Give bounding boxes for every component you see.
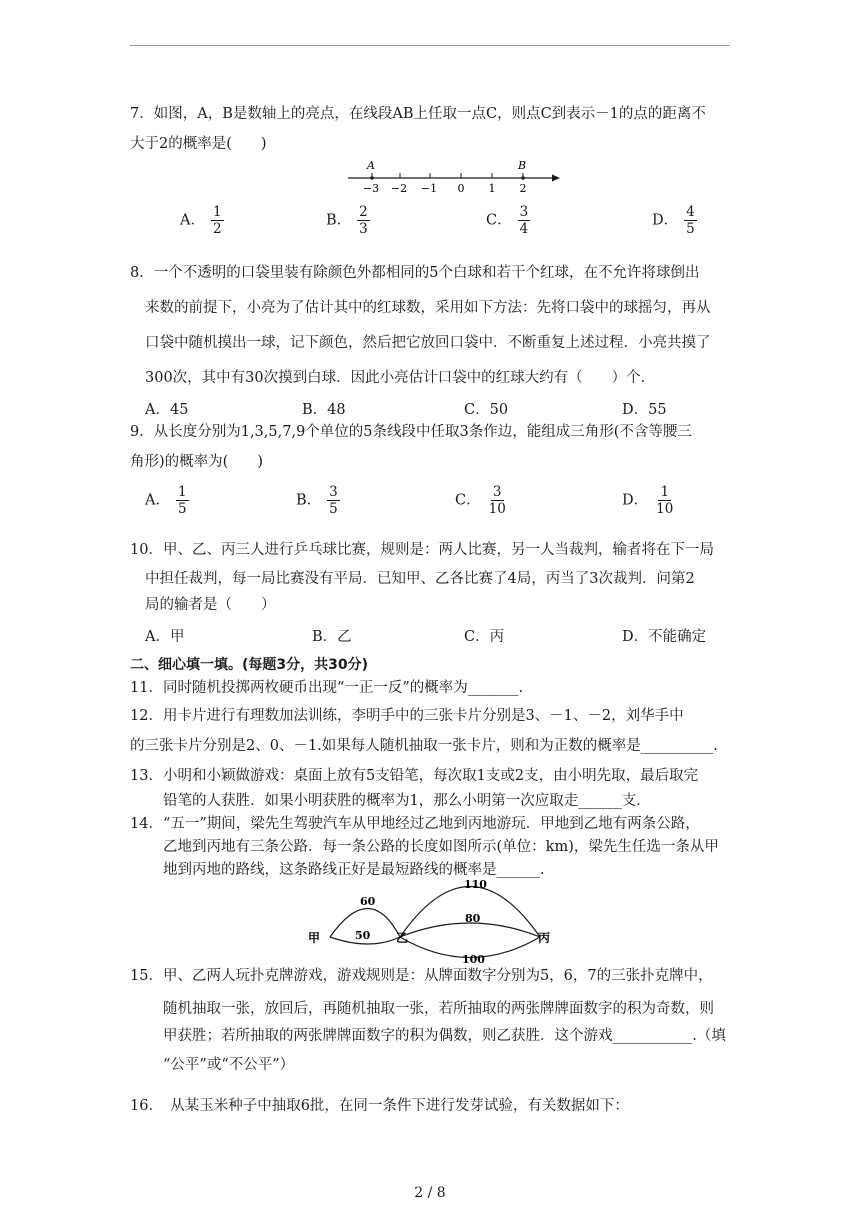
point-b-label: B: [517, 159, 527, 172]
distance-100-label: 100: [462, 953, 485, 966]
q10-text-line-3: 局的输者是（ ）: [145, 597, 276, 613]
q10-option-c: C．丙: [464, 629, 505, 645]
q12-text-line-1: 12．用卡片进行有理数加法训练，李明手中的三张卡片分别是3、－1、－2，刘华手中: [130, 708, 684, 724]
q10-option-b: B．乙: [312, 629, 352, 645]
q8-text-line-1: 8．一个不透明的口袋里装有除颜色外都相同的5个白球和若干个红球，在不允许将球倒出: [130, 265, 700, 281]
number-line-figure: [340, 158, 570, 200]
distance-80-label: 80: [465, 912, 481, 925]
number-line-ticks: [372, 173, 523, 178]
q16-text: 16． 从某玉米种子中抽取6批，在同一条件下进行发芽试验，有关数据如下：: [130, 1098, 629, 1114]
q10-option-a: A．甲: [145, 629, 185, 645]
number-line-arrow: [552, 175, 560, 182]
q15-text-line-1: 15．甲、乙两人玩扑克牌游戏，游戏规则是：从牌面数字分别为5，6，7的三张扑克牌中，: [130, 968, 713, 984]
q8-text-line-4: 300次，其中有30次摸到白球．因此小亮估计口袋中的红球大约有（ ）个．: [145, 370, 656, 386]
q8-option-b: B．48: [302, 402, 346, 418]
q11-text: 11．同时随机投掷两枚硬币出现“一正一反”的概率为_______.: [130, 680, 524, 696]
q9-text-line-2: 角形)的概率为( ): [130, 454, 263, 470]
q14-text-line-3: 地到丙地的路线，这条路线正好是最短路线的概率是______.: [163, 862, 545, 878]
q13-text-line-1: 13．小明和小颖做游戏：桌面上放有5支铅笔，每次取1支或2支，由小明先取，最后取完: [130, 768, 699, 784]
q8-option-a: A．45: [145, 402, 189, 418]
q8-text-line-3: 口袋中随机摸出一球，记下颜色，然后把它放回口袋中．不断重复上述过程．小亮共摸了: [145, 335, 711, 351]
page-number: 2 / 8: [414, 1185, 446, 1201]
q15-text-line-4: “公平”或“不公平”）: [163, 1057, 295, 1073]
point-a-dot: [370, 176, 374, 180]
q10-text-line-1: 10．甲、乙、丙三人进行乒乓球比赛，规则是：两人比赛，另一人当裁判，输者将在下一局: [130, 542, 714, 558]
place-jia-label: 甲: [308, 931, 321, 945]
q12-text-line-2: 的三张卡片分别是2、0、－1.如果每人随机抽取一张卡片，则和为正数的概率是__________.: [130, 738, 718, 754]
tick-label: 0: [457, 182, 465, 195]
place-yi-label: 乙: [396, 931, 409, 945]
q9-option-d: D． $\frac{1}{10}$: [622, 484, 674, 517]
road-route-diagram: [300, 874, 570, 966]
q14-text-line-1: 14．“五一”期间，梁先生驾驶汽车从甲地经过乙地到丙地游玩．甲地到乙地有两条公路，: [130, 816, 700, 832]
road-yi-bing-80: [400, 923, 540, 937]
q7-option-a: A． $\frac{1}{2}$: [180, 204, 222, 237]
place-bing-label: 丙: [538, 931, 551, 945]
distance-60-label: 60: [360, 895, 376, 908]
header-rule: [130, 45, 730, 46]
q8-text-line-2: 来数的前提下，小亮为了估计其中的红球数，采用如下方法：先将口袋中的球摇匀，再从: [145, 300, 711, 316]
tick-label: −2: [390, 182, 408, 195]
q9-text-line-1: 9．从长度分别为1,3,5,7,9个单位的5条线段中任取3条作边，能组成三角形(不含等腰三: [130, 424, 692, 440]
section-2-heading: 二、细心填一填。(每题3分，共30分): [130, 657, 369, 673]
q9-option-a: A． $\frac{1}{5}$: [145, 484, 187, 517]
q8-option-d: D．55: [622, 402, 667, 418]
distance-50-label: 50: [355, 929, 371, 942]
q15-text-line-2: 随机抽取一张，放回后，再随机抽取一张，若所抽取的两张牌牌面数字的积为奇数，则: [163, 1001, 714, 1017]
q7-text-line-1: 7．如图，A，B是数轴上的亮点，在线段AB上任取一点C，则点C到表示－1的点的距离不: [130, 106, 706, 122]
tick-label: −1: [420, 182, 438, 195]
point-b-dot: [521, 176, 525, 180]
q10-text-line-2: 中担任裁判，每一局比赛没有平局．已知甲、乙各比赛了4局，丙当了3次裁判．问第2: [145, 571, 695, 587]
q7-option-b: B． $\frac{2}{3}$: [326, 204, 368, 237]
q14-text-line-2: 乙地到丙地有三条公路．每一条公路的长度如图所示(单位：km)，梁先生任选一条从甲: [163, 839, 719, 855]
q7-option-c: C． $\frac{3}{4}$: [486, 204, 529, 237]
tick-label: −3: [362, 182, 380, 195]
tick-label: 1: [488, 182, 496, 195]
q7-text-line-2: 大于2的概率是( ): [130, 136, 267, 152]
q9-option-b: B． $\frac{3}{5}$: [296, 484, 338, 517]
distance-110-label: 110: [464, 878, 487, 891]
q8-option-c: C．50: [464, 402, 509, 418]
q7-option-d: D． $\frac{4}{5}$: [652, 204, 695, 237]
point-a-label: A: [367, 159, 375, 172]
q13-text-line-2: 铅笔的人获胜．如果小明获胜的概率为1，那么小明第一次应取走______支．: [163, 793, 651, 809]
q9-option-c: C． $\frac{3}{10}$: [455, 484, 506, 517]
tick-label: 2: [519, 182, 527, 195]
q15-text-line-3: 甲获胜；若所抽取的两张牌牌面数字的积为偶数，则乙获胜．这个游戏___________.（填: [163, 1028, 726, 1044]
q10-option-d: D．不能确定: [622, 629, 707, 645]
